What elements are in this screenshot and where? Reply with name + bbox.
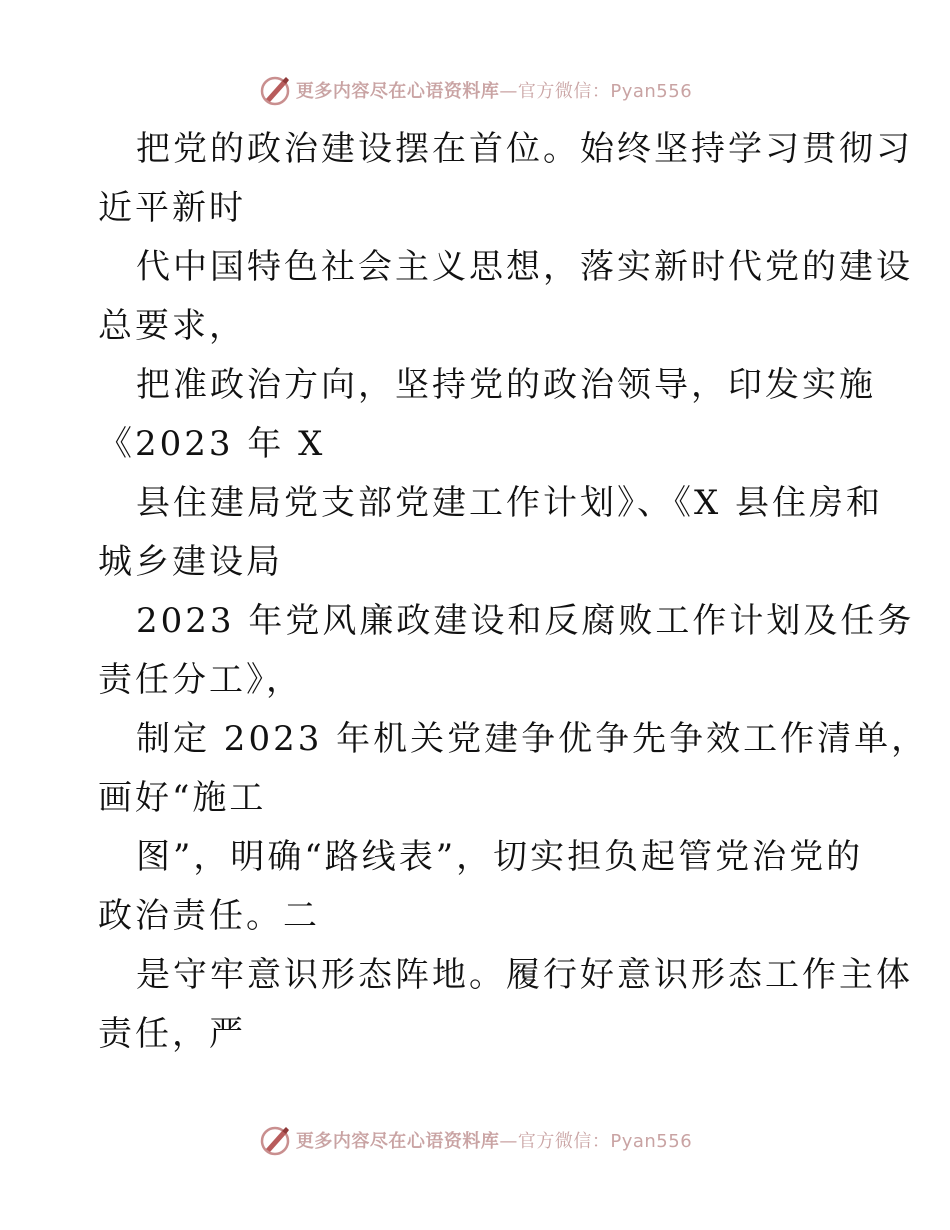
text-line: 责任分工》，: [98, 660, 303, 700]
watermark-site: 更多内容尽在心语资料库: [295, 1131, 500, 1152]
text-line: 图”，明确“路线表”，切实担负起管党治党的: [136, 837, 864, 877]
text-line: 代中国特色社会主义思想，落实新时代党的建设: [136, 247, 913, 287]
watermark-separator: —: [499, 81, 518, 102]
watermark-wechat-id: Pyan556: [610, 1131, 693, 1152]
text-line: 2023 年党风廉政建设和反腐败工作计划及任务: [136, 601, 915, 641]
text-line: 是守牢意识形态阵地。履行好意识形态工作主体: [136, 955, 913, 995]
text-line: 县住建局党支部党建工作计划》、《X 县住房和: [136, 483, 884, 523]
watermark-text: [296, 1127, 692, 1153]
watermark-text: [296, 77, 692, 103]
text-line: 制定 2023 年机关党建争优争先争效工作清单，: [136, 719, 929, 759]
header-watermark: [0, 70, 950, 110]
footer-watermark: [0, 1120, 950, 1160]
watermark-wechat-label: 官方微信：: [517, 1131, 611, 1152]
watermark-site: 更多内容尽在心语资料库: [295, 81, 500, 102]
text-line: 总要求，: [98, 306, 246, 346]
watermark-wechat-label: 官方微信：: [517, 81, 611, 102]
text-line: 城乡建设局: [98, 542, 283, 582]
text-line: 政治责任。二: [98, 896, 320, 936]
watermark-wechat-id: Pyan556: [610, 81, 693, 102]
text-line: 把准政治方向，坚持党的政治领导，印发实施: [136, 365, 876, 405]
watermark-separator: —: [499, 1131, 518, 1152]
text-line: 责任，严: [98, 1014, 246, 1054]
text-line: 近平新时: [98, 188, 246, 228]
pen-circle-icon: [258, 73, 292, 107]
text-line: 《2023 年 X: [98, 424, 326, 464]
document-body: [98, 120, 929, 1064]
pen-circle-icon: [258, 1123, 292, 1157]
text-line: 把党的政治建设摆在首位。始终坚持学习贯彻习: [136, 129, 913, 169]
text-line: 画好“施工: [98, 778, 267, 818]
